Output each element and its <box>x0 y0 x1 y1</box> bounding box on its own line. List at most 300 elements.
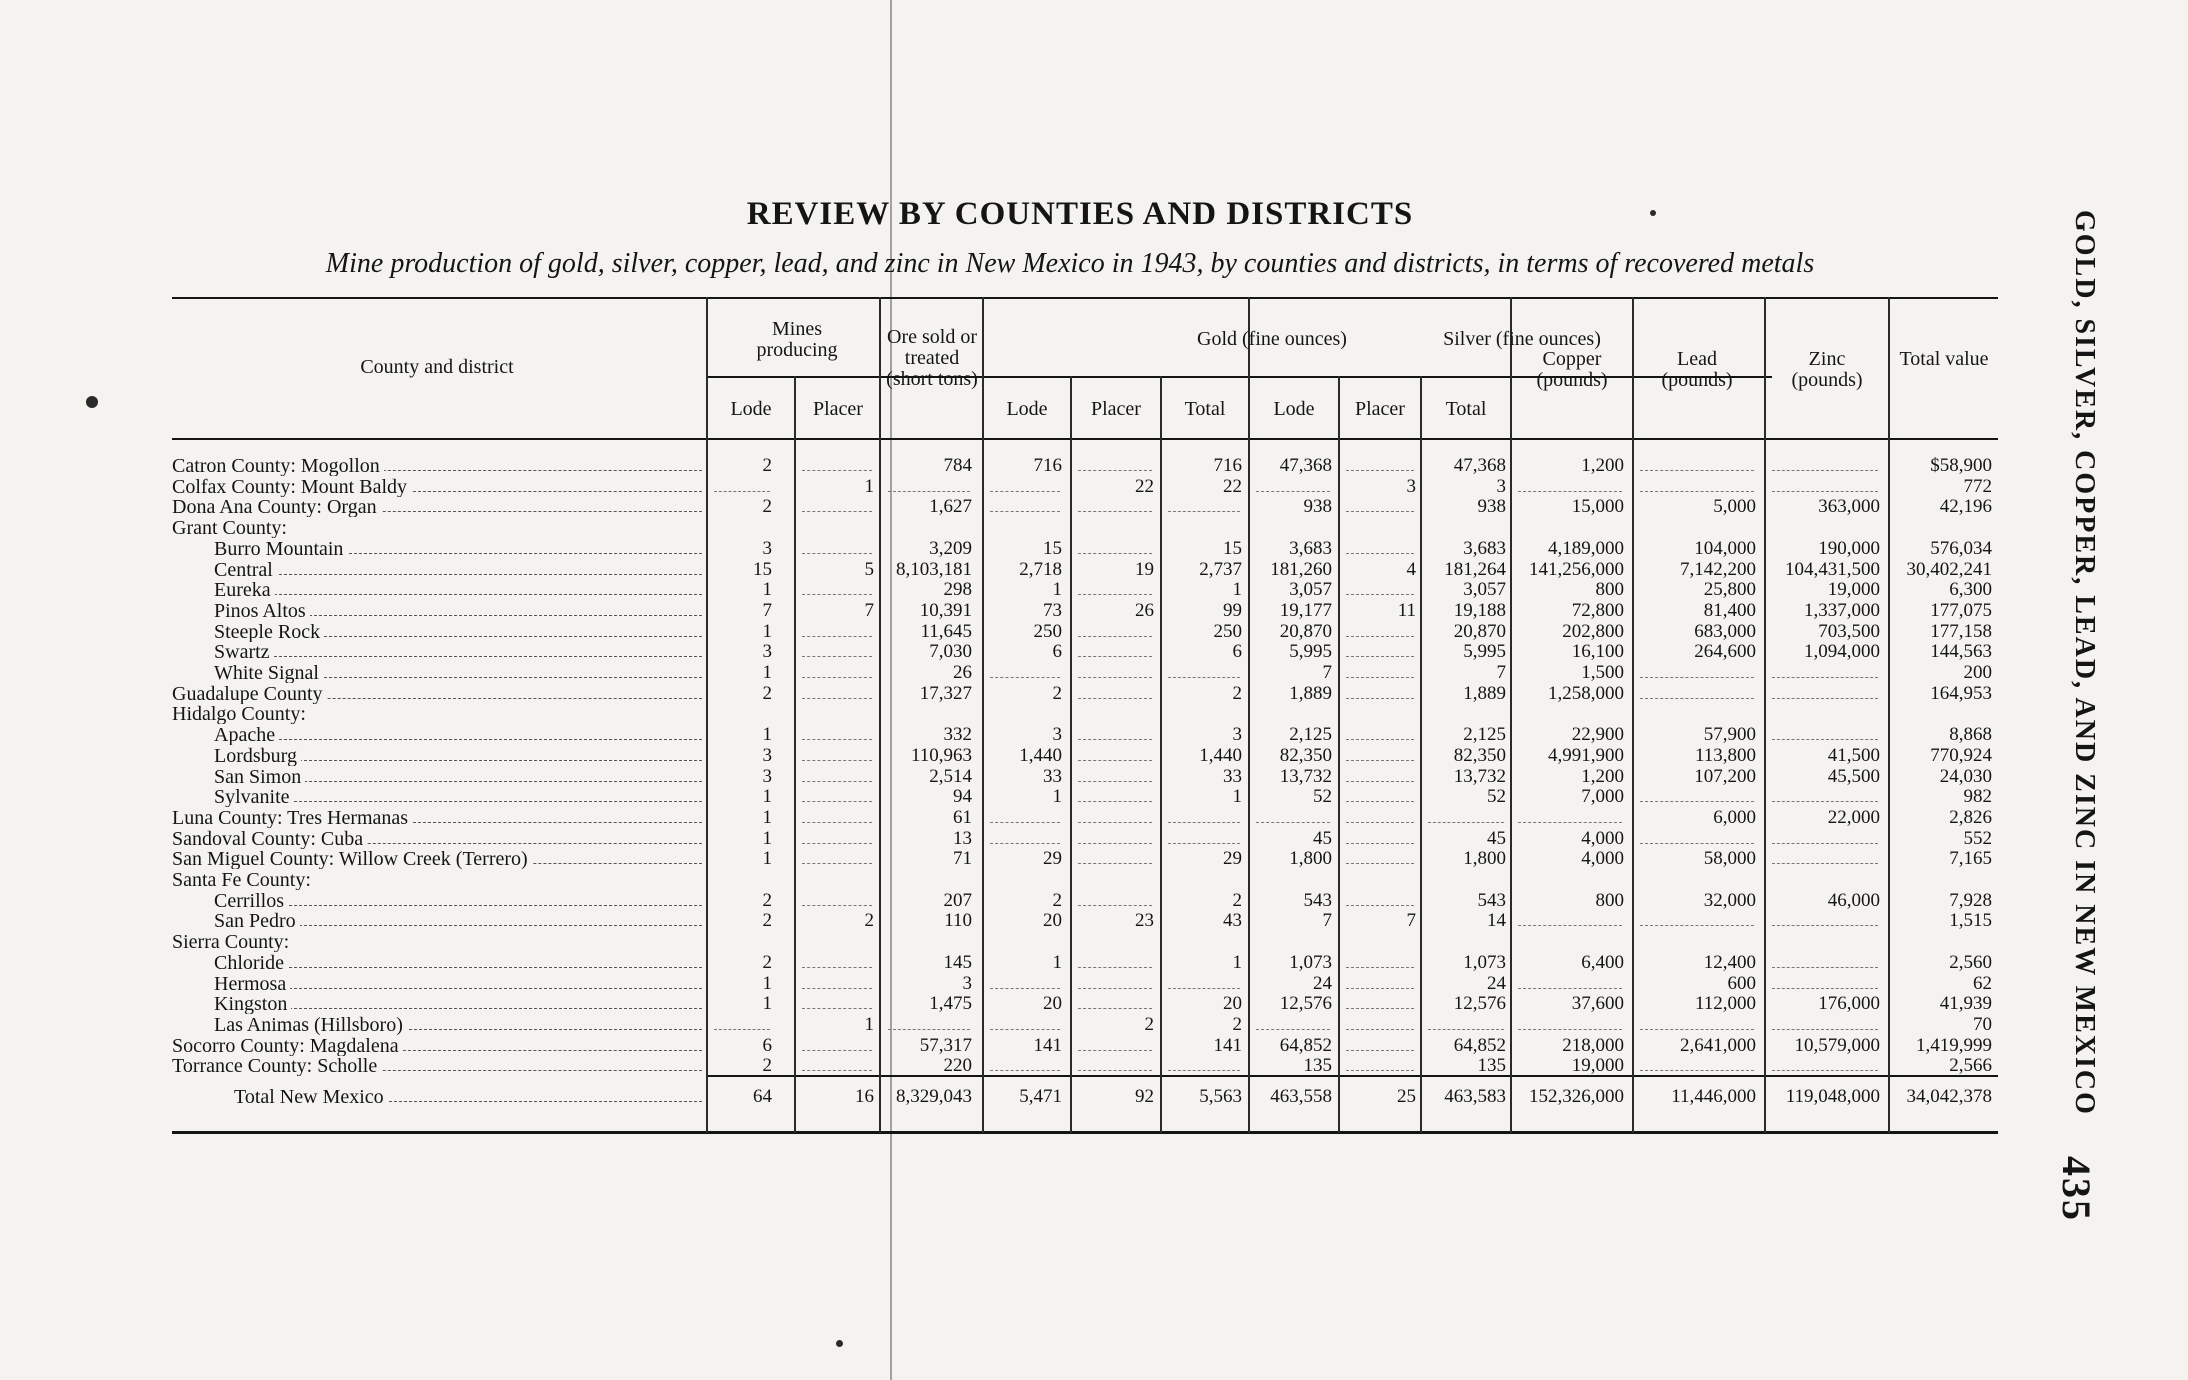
empty-cell <box>1640 843 1754 844</box>
table-cell: 33 <box>1043 765 1062 787</box>
table-cell: 47,368 <box>1279 455 1332 476</box>
row-label: Sandoval County: Cuba <box>172 829 367 849</box>
table-cell: 207 <box>943 889 972 911</box>
row-label: Pinos Altos <box>214 601 310 621</box>
total-row <box>172 1087 1998 1107</box>
table-cell: 52 <box>1313 786 1332 808</box>
row-label: Central <box>214 560 277 580</box>
row-label: Steeple Rock <box>214 622 324 642</box>
table-cell: 190,000 <box>1818 537 1880 559</box>
table-cell: 7 <box>1496 662 1506 683</box>
table-cell: 24,030 <box>1939 765 1992 787</box>
header-county: County and district <box>360 356 514 378</box>
table-row <box>172 518 1998 538</box>
table-cell: 15 <box>1223 537 1242 559</box>
table-cell: 3 <box>1496 475 1506 497</box>
table-cell: 22,000 <box>1827 806 1880 828</box>
table-cell: 64,852 <box>1453 1034 1506 1056</box>
subheader-placer: Placer <box>813 398 863 420</box>
empty-cell <box>1772 967 1878 968</box>
table-cell: 1,094,000 <box>1804 641 1880 663</box>
empty-cell <box>1078 801 1152 802</box>
table-cell: 7 <box>864 599 874 621</box>
empty-cell <box>1346 636 1414 637</box>
empty-cell <box>1640 677 1754 678</box>
table-row <box>172 911 1998 931</box>
table-cell: 7,030 <box>929 641 972 663</box>
table-cell: 37,600 <box>1571 993 1624 1015</box>
empty-cell <box>802 988 872 989</box>
table-cell: 22 <box>1135 475 1154 497</box>
empty-cell <box>1772 988 1878 989</box>
empty-cell <box>1168 677 1240 678</box>
table-cell: 34,042,378 <box>1906 1086 1992 1107</box>
table-row <box>172 746 1998 766</box>
table-cell: 3 <box>1052 724 1062 746</box>
table-cell: 5,995 <box>1289 641 1332 663</box>
table-cell: 41,939 <box>1939 993 1992 1015</box>
table-cell: 181,260 <box>1270 558 1332 580</box>
table-cell: 800 <box>1595 579 1624 601</box>
subheader-total: Total <box>1184 398 1226 420</box>
empty-cell <box>1346 967 1414 968</box>
table-cell: 2 <box>762 889 772 911</box>
table-cell: 5,563 <box>1199 1086 1242 1107</box>
table-row <box>172 663 1998 683</box>
subheader-placer: Placer <box>1091 398 1141 420</box>
table-cell: 1 <box>762 993 772 1015</box>
table-row <box>172 684 1998 704</box>
row-label: Dona Ana County: Organ <box>172 497 381 517</box>
table-cell: 177,158 <box>1930 620 1992 642</box>
empty-cell <box>1078 636 1152 637</box>
empty-cell <box>1346 677 1414 678</box>
table-cell: 1,200 <box>1581 455 1624 476</box>
table-cell: 135 <box>1477 1055 1506 1077</box>
table-row <box>172 580 1998 600</box>
table-cell: 26 <box>1135 599 1154 621</box>
table-cell: 683,000 <box>1694 620 1756 642</box>
table-cell: 2 <box>1052 682 1062 704</box>
table-cell: 2 <box>762 951 772 973</box>
empty-cell <box>1078 967 1152 968</box>
empty-cell <box>1346 801 1414 802</box>
table-cell: 104,000 <box>1694 537 1756 559</box>
table-cell: 145 <box>943 951 972 973</box>
table-row <box>172 994 1998 1014</box>
table-cell: 1 <box>762 724 772 746</box>
table-cell: 1,337,000 <box>1804 599 1880 621</box>
table-cell: 4 <box>1406 558 1416 580</box>
table-cell: 20 <box>1043 993 1062 1015</box>
empty-cell <box>1256 822 1330 823</box>
empty-cell <box>1772 739 1878 740</box>
table-cell: 463,583 <box>1444 1086 1506 1107</box>
subheader-lode: Lode <box>1273 398 1315 420</box>
scan-speck <box>1650 210 1656 216</box>
table-cell: 363,000 <box>1818 496 1880 518</box>
table-row <box>172 808 1998 828</box>
empty-cell <box>1518 491 1622 492</box>
empty-cell <box>1640 1029 1754 1030</box>
table-cell: 1 <box>762 579 772 601</box>
table-cell: 1 <box>762 972 772 994</box>
header-total-value: Total value <box>1899 348 1989 370</box>
row-label: White Signal <box>214 663 323 683</box>
empty-cell <box>1640 801 1754 802</box>
table-cell: 3 <box>762 641 772 663</box>
table-cell: 64 <box>753 1086 772 1107</box>
table-cell: 938 <box>1303 496 1332 518</box>
empty-cell <box>802 801 872 802</box>
empty-cell <box>714 491 770 492</box>
table-cell: 110 <box>944 910 972 932</box>
table-cell: 19,188 <box>1453 599 1506 621</box>
table-cell: 2,641,000 <box>1680 1034 1756 1056</box>
table-cell: 13 <box>953 827 972 849</box>
table-cell: 20 <box>1223 993 1242 1015</box>
empty-cell <box>802 822 872 823</box>
empty-cell <box>1346 1050 1414 1051</box>
table-cell: 4,991,900 <box>1548 744 1624 766</box>
table-cell: 1,073 <box>1289 951 1332 973</box>
table-cell: 6 <box>762 1034 772 1056</box>
table-cell: 1 <box>762 848 772 870</box>
table-cell: 250 <box>1033 620 1062 642</box>
table-cell: 5,000 <box>1713 496 1756 518</box>
header-silver: Silver (fine ounces) <box>1443 328 1601 350</box>
table-cell: 3,683 <box>1289 537 1332 559</box>
empty-cell <box>1772 677 1878 678</box>
table-cell: 1,258,000 <box>1548 682 1624 704</box>
empty-cell <box>1640 491 1754 492</box>
table-cell: 4,000 <box>1581 848 1624 870</box>
table-cell: 552 <box>1963 827 1992 849</box>
empty-cell <box>802 1070 872 1071</box>
row-label: San Simon <box>214 767 305 787</box>
table-cell: 1 <box>864 1013 874 1035</box>
table-cell: 70 <box>1973 1013 1992 1035</box>
table-bottom-rule <box>172 1131 1998 1134</box>
row-label: Guadalupe County <box>172 684 327 704</box>
empty-cell <box>1346 698 1414 699</box>
page-title: REVIEW BY COUNTIES AND DISTRICTS <box>746 196 1414 232</box>
table-top-rule <box>172 297 1998 299</box>
table-row <box>172 870 1998 890</box>
table-cell: 110,963 <box>910 744 972 766</box>
empty-cell <box>1346 553 1414 554</box>
table-cell: 46,000 <box>1827 889 1880 911</box>
row-label: Hermosa <box>214 974 290 994</box>
table-cell: 3,683 <box>1463 537 1506 559</box>
table-cell: 703,500 <box>1818 620 1880 642</box>
table-cell: 7,928 <box>1949 889 1992 911</box>
row-label: Grant County: <box>172 518 291 538</box>
table-cell: 45 <box>1313 827 1332 849</box>
empty-cell <box>1518 925 1622 926</box>
production-table <box>172 297 1998 1132</box>
table-cell: 2,826 <box>1949 806 1992 828</box>
table-cell: 2 <box>864 910 874 932</box>
empty-cell <box>1772 491 1878 492</box>
empty-cell <box>1078 781 1152 782</box>
table-row <box>172 497 1998 517</box>
table-cell: 1,073 <box>1463 951 1506 973</box>
table-cell: 33 <box>1223 765 1242 787</box>
subheader-lode: Lode <box>730 398 772 420</box>
table-cell: 177,075 <box>1930 599 1992 621</box>
table-cell: 1,440 <box>1199 744 1242 766</box>
table-cell: 45 <box>1487 827 1506 849</box>
empty-cell <box>1346 511 1414 512</box>
empty-cell <box>990 1070 1060 1071</box>
table-cell: 2,514 <box>929 765 972 787</box>
table-cell: 41,500 <box>1827 744 1880 766</box>
table-cell: 45,500 <box>1827 765 1880 787</box>
row-label: Torrance County: Scholle <box>172 1056 381 1076</box>
table-cell: 94 <box>953 786 972 808</box>
table-cell: 600 <box>1727 972 1756 994</box>
empty-cell <box>1518 988 1622 989</box>
table-cell: 12,400 <box>1703 951 1756 973</box>
table-cell: 112,000 <box>1694 993 1756 1015</box>
table-cell: 15 <box>753 558 772 580</box>
empty-cell <box>1078 739 1152 740</box>
empty-cell <box>714 1029 770 1030</box>
table-row <box>172 767 1998 787</box>
table-cell: 2 <box>762 496 772 518</box>
table-cell: 716 <box>1213 455 1242 476</box>
table-cell: 6 <box>1232 641 1242 663</box>
row-label: Catron County: Mogollon <box>172 456 384 476</box>
empty-cell <box>1078 988 1152 989</box>
table-cell: 42,196 <box>1939 496 1992 518</box>
header-zinc: Zinc (pounds) <box>1791 348 1863 391</box>
row-label: Swartz <box>214 642 274 662</box>
empty-cell <box>802 1050 872 1051</box>
table-row <box>172 539 1998 559</box>
table-cell: 716 <box>1033 455 1062 476</box>
empty-cell <box>990 988 1060 989</box>
table-cell: 7 <box>1406 910 1416 932</box>
table-cell: 1 <box>864 475 874 497</box>
empty-cell <box>1346 1029 1414 1030</box>
table-cell: 3 <box>762 537 772 559</box>
empty-cell <box>802 470 872 471</box>
empty-cell <box>1772 925 1878 926</box>
table-cell: 72,800 <box>1571 599 1624 621</box>
table-cell: 1 <box>1052 786 1062 808</box>
empty-cell <box>990 491 1060 492</box>
empty-cell <box>1078 905 1152 906</box>
table-cell: 1,475 <box>929 993 972 1015</box>
table-cell: 81,400 <box>1703 599 1756 621</box>
table-cell: 141 <box>1213 1034 1242 1056</box>
empty-cell <box>802 698 872 699</box>
table-cell: 3 <box>1406 475 1416 497</box>
empty-cell <box>1078 470 1152 471</box>
table-cell: 135 <box>1303 1055 1332 1077</box>
row-label: Socorro County: Magdalena <box>172 1036 403 1056</box>
empty-cell <box>1772 698 1878 699</box>
table-cell: 8,103,181 <box>896 558 972 580</box>
table-cell: 2 <box>1144 1013 1154 1035</box>
table-cell: 71 <box>953 848 972 870</box>
table-row <box>172 477 1998 497</box>
table-cell: 19 <box>1135 558 1154 580</box>
table-row <box>172 622 1998 642</box>
table-cell: 7,142,200 <box>1680 558 1756 580</box>
table-cell: 17,327 <box>919 682 972 704</box>
table-cell: 1 <box>1052 579 1062 601</box>
table-cell: 1,627 <box>929 496 972 518</box>
table-cell: 92 <box>1135 1086 1154 1107</box>
table-cell: 1,515 <box>1949 910 1992 932</box>
table-row <box>172 560 1998 580</box>
table-cell: 1 <box>1052 951 1062 973</box>
table-cell: 14 <box>1487 910 1506 932</box>
table-cell: 4,189,000 <box>1548 537 1624 559</box>
table-cell: 32,000 <box>1703 889 1756 911</box>
table-cell: 29 <box>1223 848 1242 870</box>
table-cell: 3,209 <box>929 537 972 559</box>
table-cell: 11 <box>1397 599 1416 621</box>
empty-cell <box>990 511 1060 512</box>
empty-cell <box>1078 760 1152 761</box>
empty-cell <box>990 822 1060 823</box>
table-cell: 25 <box>1397 1086 1416 1107</box>
row-label: Sylvanite <box>214 787 294 807</box>
table-cell: 5,471 <box>1019 1086 1062 1107</box>
table-row <box>172 932 1998 952</box>
table-cell: 3,057 <box>1289 579 1332 601</box>
table-cell: 29 <box>1043 848 1062 870</box>
row-label: Santa Fe County: <box>172 870 315 890</box>
empty-cell <box>1346 822 1414 823</box>
table-cell: 784 <box>943 455 972 476</box>
header-bottom-rule <box>172 438 1998 440</box>
table-cell: 2 <box>762 455 772 476</box>
table-cell: 463,558 <box>1270 1086 1332 1107</box>
table-row <box>172 642 1998 662</box>
empty-cell <box>1428 822 1504 823</box>
empty-cell <box>1078 677 1152 678</box>
table-cell: 24 <box>1313 972 1332 994</box>
table-row <box>172 601 1998 621</box>
table-cell: 10,391 <box>919 599 972 621</box>
empty-cell <box>990 1029 1060 1030</box>
header-ore: Ore sold or treated (short tons) <box>886 326 978 390</box>
empty-cell <box>990 843 1060 844</box>
empty-cell <box>1256 1029 1330 1030</box>
table-cell: 7 <box>1322 662 1332 683</box>
empty-cell <box>1518 822 1622 823</box>
table-cell: 1 <box>1232 786 1242 808</box>
empty-cell <box>1772 1029 1878 1030</box>
empty-cell <box>802 636 872 637</box>
row-label: Burro Mountain <box>214 539 347 559</box>
table-cell: 1 <box>762 620 772 642</box>
table-cell: 58,000 <box>1703 848 1756 870</box>
row-label: Cerrillos <box>214 891 288 911</box>
table-cell: 62 <box>1973 972 1992 994</box>
empty-cell <box>1346 656 1414 657</box>
table-cell: 22,900 <box>1571 724 1624 746</box>
table-cell: 47,368 <box>1453 455 1506 476</box>
table-cell: 800 <box>1595 889 1624 911</box>
table-cell: 11,645 <box>920 620 972 642</box>
table-cell: 2 <box>1232 1013 1242 1035</box>
table-cell: 982 <box>1963 786 1992 808</box>
empty-cell <box>1346 1008 1414 1009</box>
table-cell: 6,300 <box>1949 579 1992 601</box>
empty-cell <box>1168 822 1240 823</box>
table-cell: 1 <box>1232 579 1242 601</box>
table-cell: 1,419,999 <box>1916 1034 1992 1056</box>
table-cell: 82,350 <box>1279 744 1332 766</box>
empty-cell <box>1078 843 1152 844</box>
table-cell: 119,048,000 <box>1785 1086 1880 1107</box>
table-cell: 3 <box>1232 724 1242 746</box>
table-cell: 7 <box>1322 910 1332 932</box>
table-cell: 26 <box>953 662 972 683</box>
empty-cell <box>802 760 872 761</box>
table-cell: 20,870 <box>1453 620 1506 642</box>
table-cell: 200 <box>1963 662 1992 683</box>
table-cell: 2 <box>762 910 772 932</box>
table-cell: 10,579,000 <box>1794 1034 1880 1056</box>
empty-cell <box>1640 925 1754 926</box>
table-cell: 202,800 <box>1562 620 1624 642</box>
row-label: Apache <box>214 725 279 745</box>
empty-cell <box>1078 822 1152 823</box>
table-cell: 99 <box>1223 599 1242 621</box>
row-label: Luna County: Tres Hermanas <box>172 808 412 828</box>
table-row <box>172 725 1998 745</box>
table-cell: 12,576 <box>1279 993 1332 1015</box>
empty-cell <box>1772 863 1878 864</box>
table-cell: 1 <box>762 786 772 808</box>
table-cell: 220 <box>943 1055 972 1077</box>
empty-cell <box>1078 553 1152 554</box>
table-cell: 298 <box>943 579 972 601</box>
table-cell: 576,034 <box>1930 537 1992 559</box>
empty-cell <box>1078 1070 1152 1071</box>
table-cell: 2,125 <box>1463 724 1506 746</box>
row-label: Sierra County: <box>172 932 293 952</box>
table-cell: 82,350 <box>1453 744 1506 766</box>
empty-cell <box>802 1008 872 1009</box>
table-cell: 1 <box>762 827 772 849</box>
empty-cell <box>1346 905 1414 906</box>
empty-cell <box>1078 511 1152 512</box>
empty-cell <box>802 594 872 595</box>
table-cell: 2 <box>1232 889 1242 911</box>
table-cell: 57,317 <box>919 1034 972 1056</box>
table-cell: 16,100 <box>1571 641 1624 663</box>
table-cell: 772 <box>1963 475 1992 497</box>
table-cell: 73 <box>1043 599 1062 621</box>
table-cell: 2 <box>762 1055 772 1077</box>
table-row <box>172 891 1998 911</box>
empty-cell <box>802 553 872 554</box>
scan-speck <box>86 396 98 408</box>
table-cell: 332 <box>943 724 972 746</box>
empty-cell <box>1346 988 1414 989</box>
table-cell: 5 <box>864 558 874 580</box>
table-row <box>172 1036 1998 1056</box>
row-label: Chloride <box>214 953 288 973</box>
